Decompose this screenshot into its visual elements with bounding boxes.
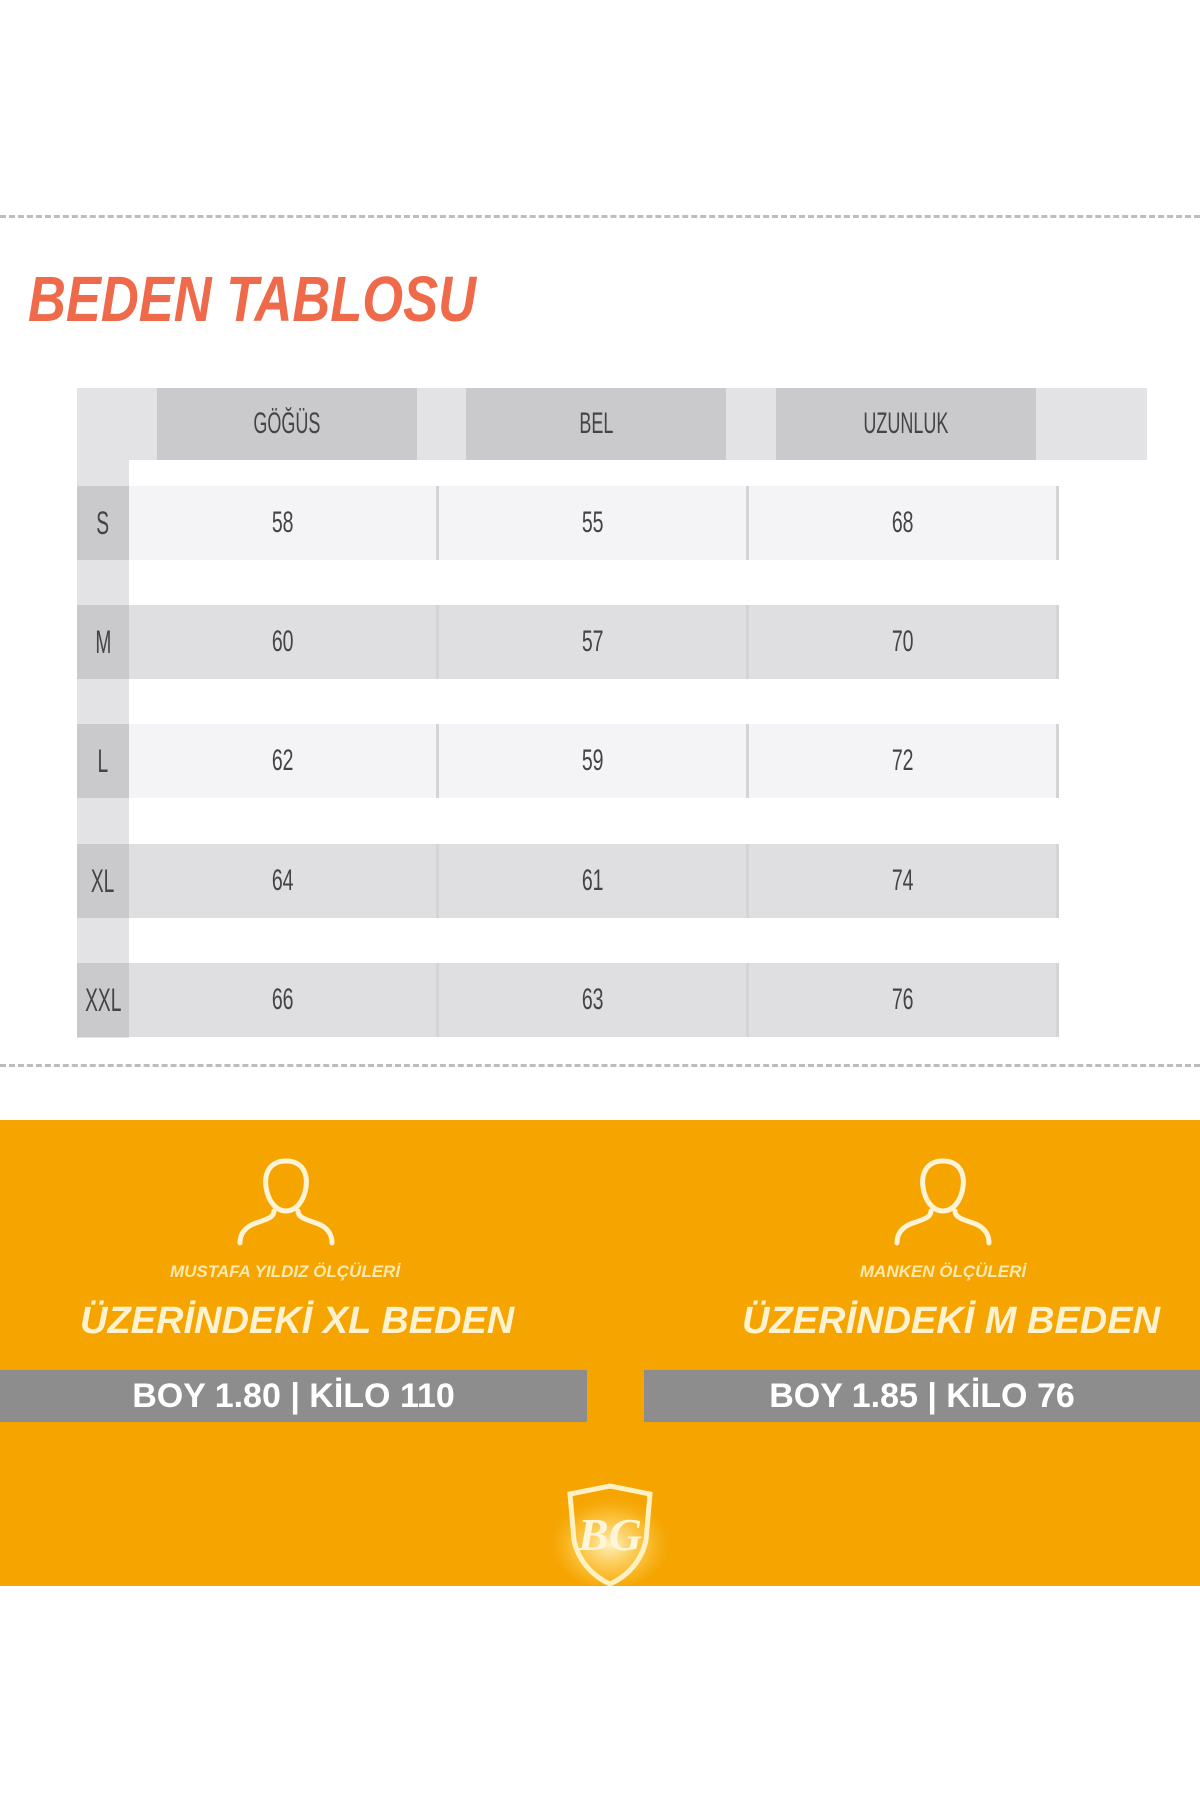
row-size-l: L xyxy=(77,724,129,798)
svg-text:BG: BG xyxy=(578,1509,642,1560)
table-cell: 66 xyxy=(129,963,439,1037)
table-cell: 60 xyxy=(129,605,439,679)
table-cell: 74 xyxy=(749,844,1059,918)
column-header-uzunluk: UZUNLUK xyxy=(776,388,1036,460)
table-cell: 72 xyxy=(749,724,1059,798)
person-outline-icon xyxy=(893,1155,993,1247)
table-cell: 70 xyxy=(749,605,1059,679)
column-header-gogus: GÖĞÜS xyxy=(157,388,417,460)
table-cell: 68 xyxy=(749,486,1059,560)
row-size-m: M xyxy=(77,605,129,679)
divider-top xyxy=(0,215,1200,218)
model-stats-left: BOY 1.80 | KİLO 110 xyxy=(0,1370,587,1422)
row-size-xl: XL xyxy=(77,844,129,918)
table-cell: 55 xyxy=(439,486,749,560)
model-caption-right: MANKEN ÖLÇÜLERİ xyxy=(859,1262,1027,1281)
table-cell: 61 xyxy=(439,844,749,918)
model-stats-right: BOY 1.85 | KİLO 76 xyxy=(644,1370,1200,1422)
person-outline-icon xyxy=(236,1155,336,1247)
model-caption-left: MUSTAFA YILDIZ ÖLÇÜLERİ xyxy=(169,1262,401,1281)
table-cell: 57 xyxy=(439,605,749,679)
table-cell: 59 xyxy=(439,724,749,798)
column-header-bel: BEL xyxy=(466,388,726,460)
page-title: BEDEN TABLOSU xyxy=(28,263,477,335)
shield-logo-icon xyxy=(548,1480,672,1586)
table-cell: 62 xyxy=(129,724,439,798)
table-cell: 64 xyxy=(129,844,439,918)
row-size-xxl: XXL xyxy=(77,963,129,1037)
model-wearing-right: ÜZERİNDEKİ M BEDEN xyxy=(742,1300,1161,1342)
table-cell: 63 xyxy=(439,963,749,1037)
table-cell: 58 xyxy=(129,486,439,560)
row-size-s: S xyxy=(77,486,129,560)
table-cell: 76 xyxy=(749,963,1059,1037)
divider-bottom xyxy=(0,1064,1200,1067)
model-wearing-left: ÜZERİNDEKİ XL BEDEN xyxy=(80,1300,515,1342)
